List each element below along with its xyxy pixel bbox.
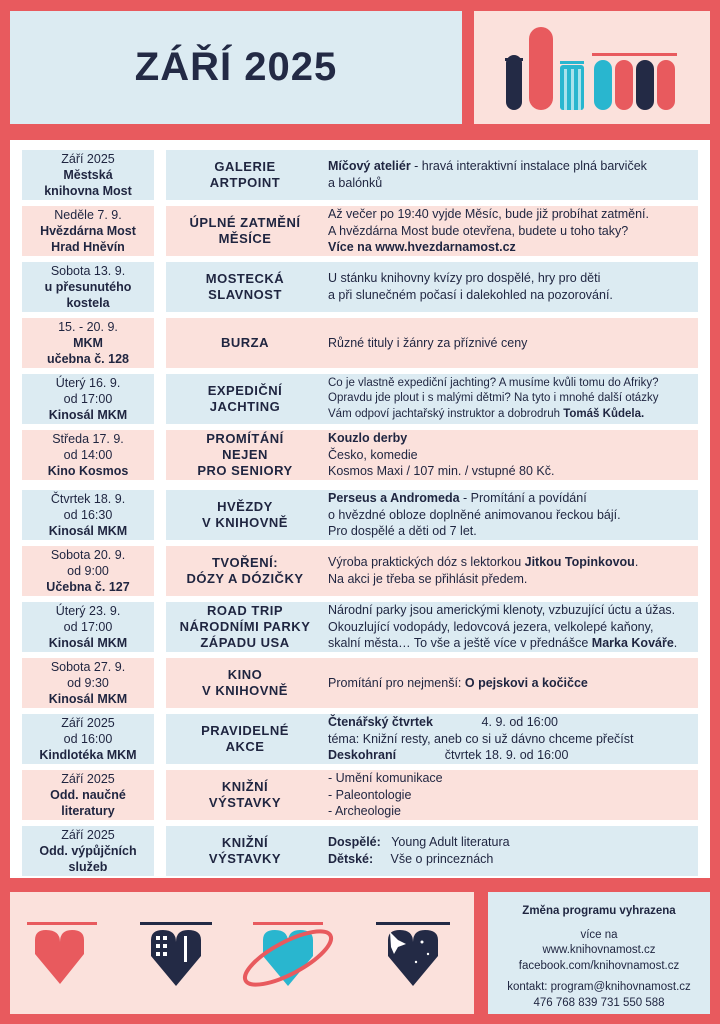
event-date	[22, 318, 154, 368]
event-date-line: Září 2025	[61, 771, 115, 786]
event-title	[166, 150, 324, 200]
event-title-line: KINO	[227, 666, 263, 682]
event-description	[324, 206, 698, 256]
event-title-line: PRO SENIORY	[197, 463, 293, 479]
event-venue-line: Odd. naučné	[50, 787, 126, 802]
description-text: Co je vlastně expediční jachting? A musíme kvůli tomu do Afriky?	[328, 376, 659, 389]
description-text: Young Adult literatura	[391, 835, 510, 850]
red-heart-icon	[27, 922, 97, 984]
event-title-line: AKCE	[225, 739, 265, 754]
event-date	[22, 546, 154, 596]
description-line	[328, 270, 613, 287]
event-date-line: od 17:00	[63, 619, 113, 634]
event-venue-line: u přesunutého	[44, 279, 132, 294]
event-title-line: GALERIE	[214, 158, 276, 174]
description-text: Česko, komedie	[328, 447, 418, 462]
description-text: Až večer po 19:40 vyjde Měsíc, bude již probíhat zatmění.	[328, 206, 650, 221]
event-venue-line: služeb	[68, 860, 108, 875]
event-date	[22, 150, 154, 200]
event-title-line: JACHTING	[209, 399, 281, 414]
description-text: Na akci je třeba se přihlásit předem.	[328, 572, 528, 586]
event-title	[166, 714, 324, 764]
event-title-line: EXPEDIČNÍ	[207, 382, 283, 398]
event-title-line: KNIŽNÍ	[221, 834, 269, 850]
description-highlight: Tomáš Kůdela.	[563, 407, 645, 420]
description-line	[328, 803, 443, 820]
event-venue-line: Kinosál MKM	[48, 524, 128, 539]
event-date	[22, 490, 154, 540]
description-line	[328, 554, 638, 571]
event-title	[166, 430, 324, 480]
event-date-line: Úterý 23. 9.	[55, 603, 121, 618]
event-date-line: Středa 17. 9.	[52, 431, 124, 446]
event-description	[324, 546, 698, 596]
event-description	[324, 318, 698, 368]
event-date	[22, 262, 154, 312]
event-description	[324, 150, 698, 200]
event-description	[324, 602, 698, 652]
event-title-line: ARTPOINT	[209, 175, 281, 190]
description-line	[328, 391, 658, 407]
cyan-heart-planet-icon	[238, 921, 338, 994]
event-date-line: od 14:00	[63, 447, 113, 462]
description-text: - hravá interaktivní instalace plná barviček	[410, 159, 647, 174]
description-line	[328, 675, 588, 692]
description-line	[328, 206, 649, 223]
description-line	[328, 287, 613, 304]
event-date-line: Září 2025	[61, 827, 115, 842]
event-title-line: VÝSTAVKY	[208, 795, 282, 810]
description-text: Vám odpoví jachtařský instruktor a dobrodruh	[328, 407, 564, 420]
event-title	[166, 206, 324, 256]
contact-phones: 476 768 839 731 550 588	[533, 996, 665, 1009]
event-description	[324, 430, 698, 480]
event-date-line: od 16:00	[63, 731, 113, 746]
description-text: Opravdu jde plout i s malými dětmi? Na tyto i mnohé další otázky	[328, 392, 659, 405]
event-description	[324, 658, 698, 708]
program-change-notice: Změna programu vyhrazena	[522, 905, 676, 917]
event-date-line: Sobota 27. 9.	[50, 659, 126, 674]
event-date-line: 15. - 20. 9.	[58, 319, 118, 334]
event-title	[166, 602, 324, 652]
description-line	[328, 223, 649, 240]
description-text: Různé tituly i žánry za příznivé ceny	[328, 335, 528, 350]
footer-contact	[488, 892, 710, 1014]
description-highlight: Kouzlo derby	[328, 430, 408, 445]
description-text: a při slunečném počasí i dalekohled na pozorování.	[328, 288, 613, 302]
description-line	[328, 787, 443, 804]
event-date-line: Září 2025	[61, 151, 115, 166]
description-highlight: Dětské:	[328, 852, 391, 866]
event-title-line: HVĚZDY	[217, 498, 273, 514]
event-date-line: Neděle 7. 9.	[54, 207, 122, 222]
event-description	[324, 490, 698, 540]
description-line	[328, 158, 647, 175]
event-date	[22, 430, 154, 480]
event-title	[166, 490, 324, 540]
event-title	[166, 658, 324, 708]
event-venue-line: literatury	[61, 804, 115, 819]
event-date-line: Sobota 13. 9.	[50, 263, 126, 278]
event-description	[324, 374, 698, 424]
event-title	[166, 374, 324, 424]
event-description	[324, 714, 698, 764]
description-text: o hvězdné obloze doplněné animovanou řeckou bájí.	[328, 507, 621, 522]
event-venue-line: Hvězdárna Most	[40, 223, 136, 238]
event-date-line: od 17:00	[63, 391, 113, 406]
description-text: A hvězdárna Most bude otevřena, budete u toho taky?	[328, 223, 629, 238]
description-text: Kosmos Maxi / 107 min. / vstupné 80 Kč.	[328, 464, 555, 479]
description-text: Vše o princeznách	[390, 852, 494, 866]
description-highlight: Více na www.hvezdarnamost.cz	[328, 240, 516, 255]
event-title-line: ÚPLNÉ ZATMĚNÍ	[189, 214, 301, 230]
description-line	[328, 635, 677, 652]
description-line	[328, 407, 658, 423]
event-date-line: od 9:00	[67, 563, 109, 578]
description-line	[328, 851, 510, 868]
description-highlight: Míčový ateliér	[328, 159, 411, 174]
description-text: Promítání pro nejmenší:	[328, 675, 465, 690]
event-title-line: KNIŽNÍ	[221, 778, 269, 794]
description-text: U stánku knihovny kvízy pro dospělé, hry pro děti	[328, 271, 601, 286]
description-line	[328, 239, 649, 256]
description-line	[328, 463, 555, 480]
event-date	[22, 770, 154, 820]
description-text: Pro dospělé a děti od 7 let.	[328, 524, 477, 539]
event-title-line: V KNIHOVNĚ	[202, 515, 288, 530]
navy-heart-icon	[140, 922, 212, 986]
description-highlight: Dospělé:	[328, 835, 392, 850]
event-date	[22, 374, 154, 424]
description-line	[328, 834, 510, 851]
description-line	[328, 714, 633, 731]
event-title-line: NEJEN	[222, 446, 268, 462]
description-text: a balónků	[328, 176, 383, 190]
event-title-line: TVOŘENÍ:	[211, 554, 279, 570]
event-venue-line: kostela	[66, 296, 110, 311]
event-venue-line: Kinosál MKM	[48, 636, 128, 651]
event-title-line: BURZA	[221, 334, 269, 350]
event-title-line: NÁRODNÍMI PARKY	[179, 618, 311, 634]
event-description	[324, 770, 698, 820]
event-venue-line: Kindlotéka MKM	[39, 748, 137, 763]
description-text: Národní parky jsou americkými klenoty, vzbuzující úctu a úžas.	[328, 602, 676, 617]
library-logo	[474, 11, 710, 124]
event-title	[166, 262, 324, 312]
event-date-line: Září 2025	[61, 715, 115, 730]
description-line	[328, 619, 677, 636]
description-line	[328, 175, 647, 192]
event-venue-line: Kinosál MKM	[48, 692, 128, 707]
event-title-line: MOSTECKÁ	[205, 270, 285, 286]
heart-icons	[10, 892, 474, 1014]
description-text: - Archeologie	[328, 804, 401, 819]
description-text: skalní města… To vše a ještě více v přednášce	[328, 636, 592, 651]
event-title-line: DÓZY A DÓZIČKY	[186, 571, 304, 586]
description-line	[328, 490, 621, 507]
description-highlight: Marka Kováře	[591, 636, 674, 651]
event-date-line: od 16:30	[63, 507, 113, 522]
event-date-line: Úterý 16. 9.	[55, 375, 121, 390]
event-title	[166, 318, 324, 368]
description-text: čtvrtek 18. 9. od 16:00	[444, 748, 569, 763]
description-line	[328, 447, 555, 464]
event-date	[22, 206, 154, 256]
event-date	[22, 602, 154, 652]
event-venue-line: knihovna Most	[44, 184, 132, 199]
description-line	[328, 507, 621, 524]
description-text: 4. 9. od 16:00	[481, 714, 558, 729]
page-title: ZÁŘÍ 2025	[134, 45, 338, 89]
event-date	[22, 826, 154, 876]
description-highlight: Jitkou Topinkovou	[524, 555, 635, 570]
event-title	[166, 826, 324, 876]
footer-logos	[10, 892, 474, 1014]
event-venue-line: Kinosál MKM	[48, 408, 128, 423]
description-highlight: Deskohraní	[328, 748, 445, 763]
description-line	[328, 430, 555, 447]
event-title	[166, 770, 324, 820]
description-highlight: Perseus a Andromeda	[328, 490, 460, 505]
event-date-line: od 9:30	[67, 675, 109, 690]
event-title-line: V KNIHOVNĚ	[202, 683, 288, 698]
event-title-line: PRAVIDELNÉ	[201, 722, 289, 738]
event-venue-line: Hrad Hněvín	[51, 240, 125, 255]
description-line	[328, 602, 677, 619]
contact-email[interactable]: kontakt: program@knihovnamost.cz	[507, 981, 691, 994]
event-venue-line: Odd. výpůjčních	[39, 843, 137, 858]
event-venue-line: Městská	[63, 167, 113, 182]
description-highlight: Čtenářský čtvrtek	[328, 714, 482, 729]
description-line	[328, 523, 621, 540]
description-line	[328, 376, 658, 392]
website-link[interactable]: www.knihovnamost.cz	[542, 944, 656, 957]
event-title-line: PROMÍTÁNÍ	[206, 430, 284, 446]
description-text: Výroba praktických dóz s lektorkou	[328, 555, 525, 570]
description-line	[328, 731, 633, 748]
more-info-label: více na	[580, 928, 618, 941]
event-venue-line: učebna č. 128	[47, 352, 129, 367]
event-description	[324, 262, 698, 312]
description-text: - Promítání a povídání	[459, 490, 587, 505]
event-title-line: ROAD TRIP	[207, 602, 283, 618]
event-venue-line: Kino Kosmos	[47, 464, 129, 479]
description-text: .	[673, 636, 678, 651]
night-sky-heart-icon	[376, 922, 450, 986]
library-logo-icon	[474, 11, 710, 124]
event-venue-line: Učebna č. 127	[46, 580, 130, 595]
description-text: Okouzlující vodopády, ledovcová jezera, velkolepé kaňony,	[328, 619, 654, 634]
description-line	[328, 770, 443, 787]
facebook-link[interactable]: facebook.com/knihovnamost.cz	[518, 959, 680, 972]
event-date-line: Sobota 20. 9.	[50, 547, 126, 562]
event-title-line: ZÁPADU USA	[200, 635, 290, 651]
event-date	[22, 714, 154, 764]
event-date	[22, 658, 154, 708]
description-line	[328, 335, 527, 352]
event-venue-line: MKM	[73, 335, 103, 350]
event-title-line: MĚSÍCE	[218, 231, 272, 246]
description-line	[328, 571, 638, 588]
event-description	[324, 826, 698, 876]
event-title-line: SLAVNOST	[208, 287, 282, 302]
header	[10, 11, 462, 124]
description-text: - Paleontologie	[328, 787, 412, 802]
event-title	[166, 546, 324, 596]
event-date-line: Čtvrtek 18. 9.	[50, 491, 126, 506]
description-line	[328, 747, 633, 764]
program-table	[10, 140, 710, 878]
description-text: téma: Knižní resty, aneb co si už dávno chceme přečíst	[328, 731, 634, 746]
event-title-line: VÝSTAVKY	[208, 851, 282, 866]
description-text: - Umění komunikace	[328, 770, 443, 785]
description-highlight: O pejskovi a kočičce	[464, 675, 588, 690]
description-text: .	[634, 555, 639, 570]
